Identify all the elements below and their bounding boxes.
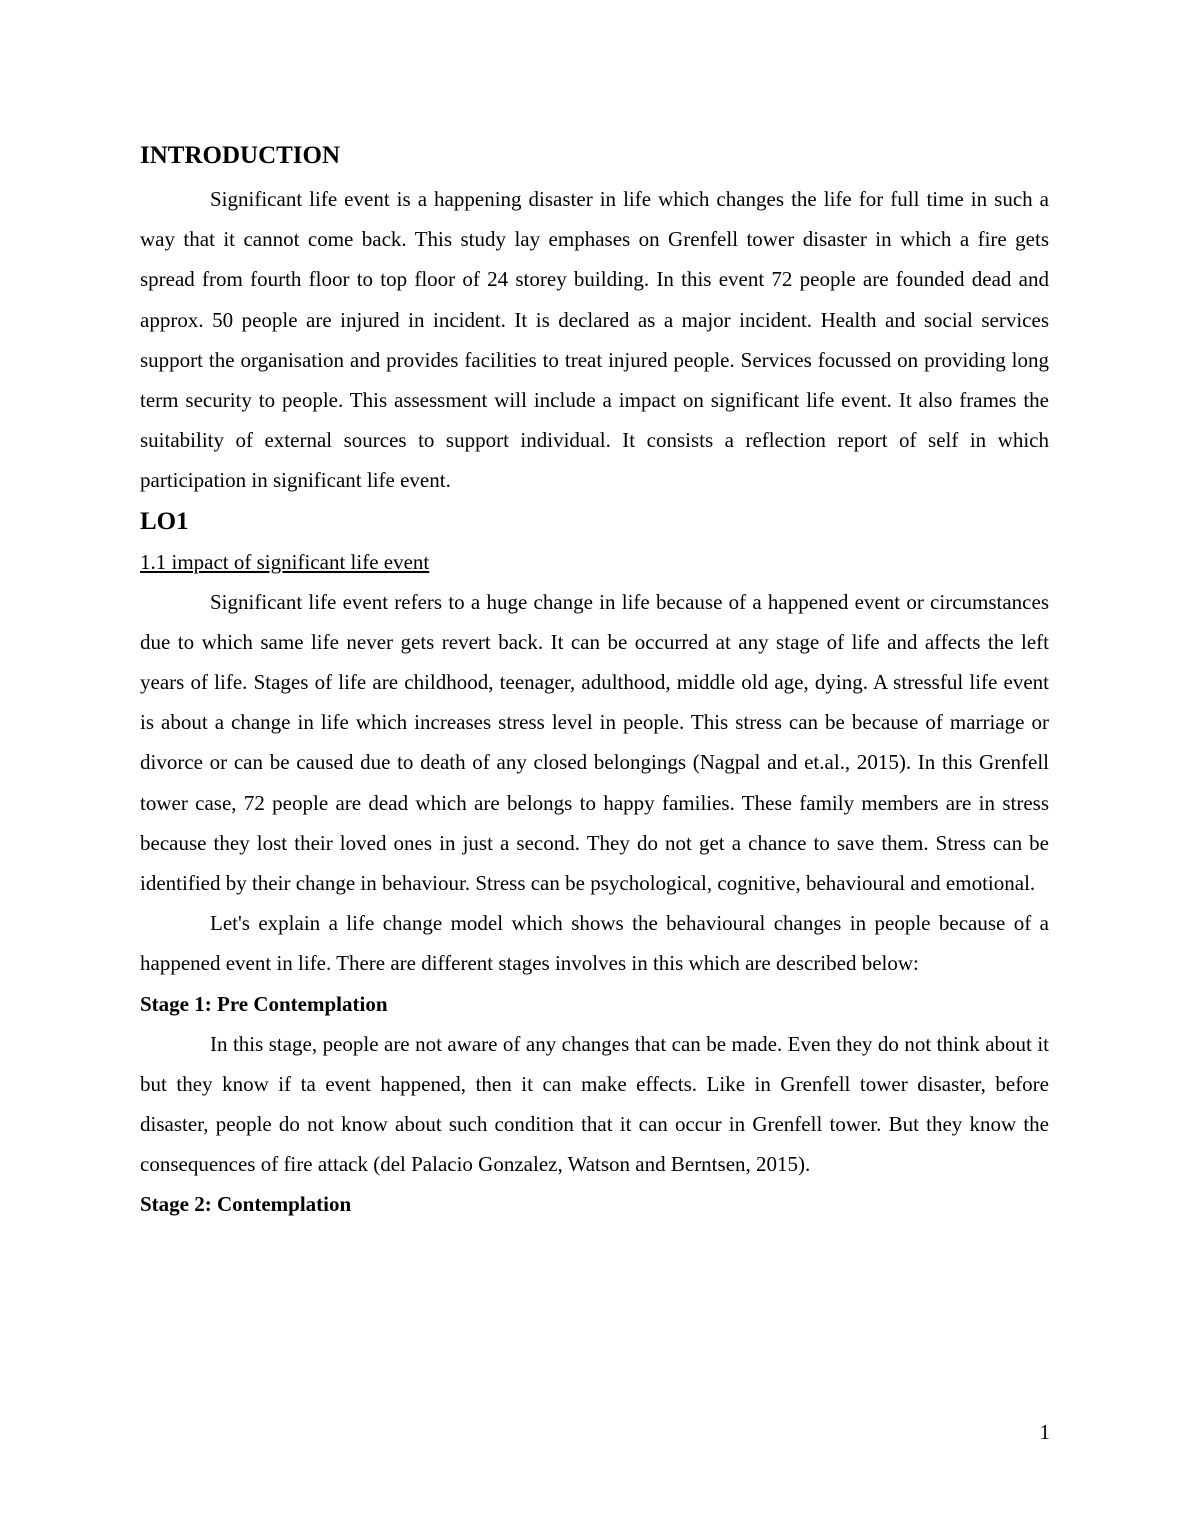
lo1-heading: LO1 — [140, 507, 189, 535]
section-1-1-paragraph-1: Significant life event refers to a huge change in life because of a happened event or circumstances due to which same life never gets revert back. It can be occurred at any stage of life and affects the left years of life. Stages of life are childhood, teenager, adulthood, middle old age, dying. A stressful life event is about a change in life which increases stress level in people. This stress can be because of marriage or divorce or can be caused due to death of any closed belongings (Nagpal and et.al., 2015). In this Grenfell tower case, 72 people are dead which are belongs to happy families. These family members are in stress because they lost their loved ones in just a second. They do not get a chance to save them. Stress can be identified by their change in behaviour. Stress can be psychological, cognitive, behavioural and emotional. — [140, 589, 1049, 896]
section-1-1-title: 1.1 impact of significant life event — [140, 549, 430, 574]
stage-2-heading: Stage 2: Contemplation — [140, 1192, 352, 1217]
introduction-paragraph: Significant life event is a happening disaster in life which changes the life for full time in such a way that it cannot come back. This study lay emphases on Grenfell tower disaster in which a fire gets spread from fourth floor to top floor of 24 storey building. In this event 72 people are founded dead and approx. 50 people are injured in incident. It is declared as a major incident. Health and social services support the organisation and provides facilities to treat injured people. Services focussed on providing long term security to people. This assessment will include a impact on significant life event. It also frames the suitability of external sources to support individual. It consists a reflection report of self in which participation in significant life event. — [140, 187, 1049, 493]
stage-1-heading: Stage 1: Pre Contemplation — [140, 991, 388, 1016]
stage-1-paragraph: In this stage, people are not aware of any changes that can be made. Even they do not think about it but they know if ta event happened, then it can make effects. Like in Grenfell tower disaster, before disaster, people do not know about such condition that it can occur in Grenfell tower. But they know the consequences of fire attack (del Palacio Gonzalez, Watson and Berntsen, 2015). — [140, 1031, 1049, 1177]
section-1-1-paragraph-2: Let's explain a life change model which shows the behavioural changes in people because of a happened event in life. There are different stages involves in this which are described below: — [140, 911, 1049, 976]
page-number: 1 — [1039, 1420, 1050, 1444]
page-content — [140, 139, 1049, 1224]
introduction-heading: INTRODUCTION — [140, 142, 341, 169]
